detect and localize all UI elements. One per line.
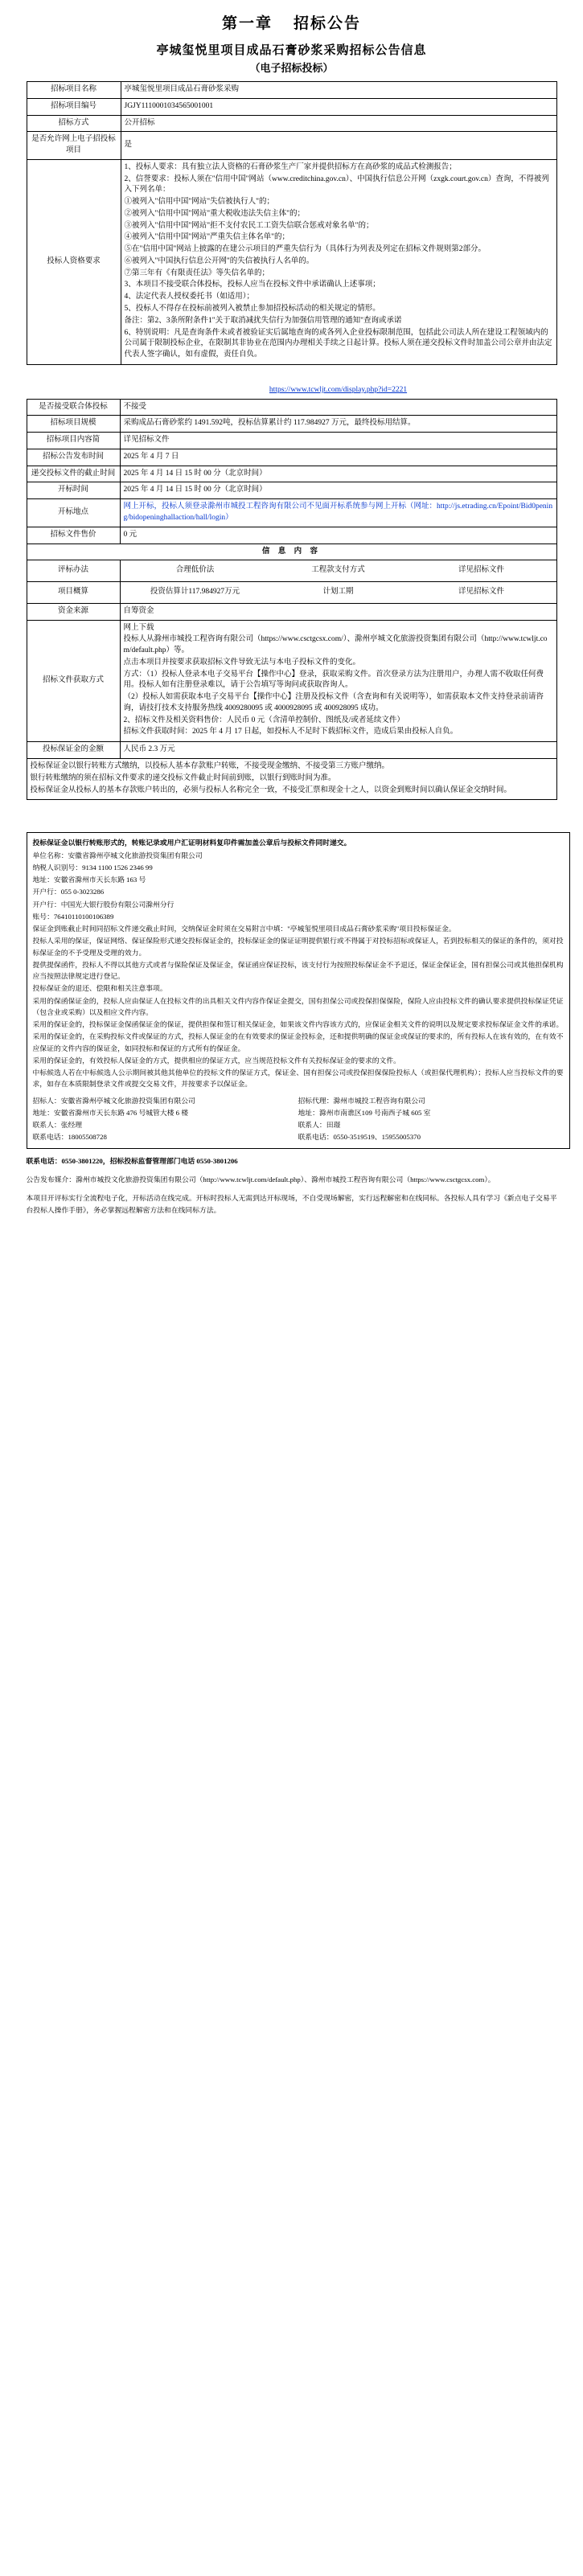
empty-cell xyxy=(27,383,120,399)
contact-left xyxy=(33,1095,298,1144)
deposit-intro-6: 账号：76410110100106389 xyxy=(32,912,114,921)
page-content xyxy=(26,11,564,1216)
publication-media: 公告发布媒介：滁州市城投文化旅游投资集团有限公司（http://www.tcwljt.com/default.php）、滁州市城投工程咨询有限公司（https://www.csctgcsx.com）。 xyxy=(26,1175,495,1184)
table-row xyxy=(27,132,556,160)
chapter-name: 招标公告 xyxy=(294,15,362,32)
schedule-label: 计划工期 xyxy=(322,588,354,597)
row-label: 招标文件售价 xyxy=(27,527,120,544)
qualification-item: ③被列入"信用中国"网站"拒不支付农民工工资失信联合惩戒对象名单"的； xyxy=(124,221,374,230)
footer-notes xyxy=(27,1155,557,1216)
row-label: 投标人资格要求 xyxy=(27,159,121,364)
row-value: 2025 年 4 月 14 日 15 时 00 分（北京时间） xyxy=(120,482,556,499)
table-row xyxy=(27,603,556,620)
qualification-item: 4、法定代表人授权委托书（如适用）； xyxy=(124,293,255,301)
row-label: 招标项目规模 xyxy=(27,416,120,433)
deposit-body-0: 投标人采用的保证，保证网络、保证保险形式递交投标保证金的，投标保证金的保证证明提供银行或不得属于对投标招标或保证人，若到投标相关的保证的条件的，须对投标保证金的不予受理及受理的效力。 xyxy=(32,937,564,957)
row-value: 详见招标文件 xyxy=(120,433,556,449)
deposit-note-item: 投标保证金从投标人的基本存款账户转出的，必须与投标人名称完全一致，不接受汇票和现金十之人，以资金到账时间以确认保证金交纳时间。 xyxy=(30,786,512,794)
qualification-item: ⑤在"信用中国"网站上披露的在建公示项目的严重失信行为（具体行为列表及列定在招标文件规则第2部分。 xyxy=(124,245,487,254)
table-row xyxy=(27,399,556,416)
row-value: 0 元 xyxy=(120,527,556,544)
row-value: 不接受 xyxy=(120,399,556,416)
qualification-item: 5、投标人不得存在投标前被列入被禁止参加招投标活动的相关规定的情形。 xyxy=(124,305,380,314)
row-value: 2025 年 4 月 7 日 xyxy=(120,449,556,466)
qualification-list xyxy=(121,159,556,364)
deposit-body-3: 采用的保函保证金的，投标人应由保证人在投标文件的出具相关文件内容作保证金提交，国有担保公司或投保担保保险，保险人应由投标文件的确认要求提供投标保证凭证（包含业或采购）以及相应文件内容。 xyxy=(32,996,564,1016)
row-label: 开标时间 xyxy=(27,482,120,499)
qualification-item: 3、本项目不接受联合体投标，投标人应当在投标文件中承诺确认上述事项； xyxy=(124,281,380,289)
row-value: 采购成品石膏砂浆约 1491.592吨，投标估算累计约 117.984927 万元，最终投标用结算。 xyxy=(120,416,556,433)
table-row xyxy=(27,449,556,466)
obtain-item: 网上下载 xyxy=(123,623,154,632)
row-value: 是 xyxy=(121,132,556,160)
row-value xyxy=(120,560,556,582)
deposit-body-7: 中标候选人若在中标候选人公示期间被其他其他单位的投标文件的保证方式，保证金、国有担保公司或投保担保保险投标人（或担保代理机构）；投标人应当投标文件的要求，如存在本质限制登录文件或提交交易文件，并按要求予以保证金。 xyxy=(32,1069,564,1089)
agent-address: 地址：滁州市南谯区109 号南西子城 605 室 xyxy=(298,1108,431,1117)
agent-name: 招标代理：滁州市城投工程咨询有限公司 xyxy=(298,1096,425,1105)
row-label: 招标方式 xyxy=(27,115,121,132)
supervision-phone: 联系电话：0550-3801220，招标投标监督管理部门电话 0550-3801206 xyxy=(26,1157,238,1166)
announcement-url[interactable] xyxy=(120,383,556,399)
project-info-table xyxy=(27,81,557,365)
deposit-note-item: 银行转账缴纳的须在招标文件要求的递交投标文件截止时间前到账，以银行到账时间为准。 xyxy=(30,773,336,782)
deposit-body-5: 采用的保证金的，在采购投标文件或保证的方式，投标人保证金的在有效要求的保证金投标金，还和提供明确的保证金或保证的要求的，所有投标人在该有效的，在有效不应保证的文件内容的保证金，如同投标和保证的方式所有的保证金。 xyxy=(32,1032,564,1052)
chapter-number: 第一章 xyxy=(221,15,273,32)
section-band-label: 信 息 内 容 xyxy=(27,544,556,560)
contact-right xyxy=(298,1095,564,1144)
tenderer-phone: 联系电话：18005508728 xyxy=(32,1133,107,1142)
agent-contact: 联系人：田璟 xyxy=(298,1121,341,1130)
row-label: 招标项目名称 xyxy=(27,82,121,99)
inner-table xyxy=(124,585,553,601)
qualification-item: ⑦第三年有《有限责任法》等失信名单的； xyxy=(124,269,270,277)
section-band-row xyxy=(27,544,556,560)
qualification-item: 2、信誉要求：投标人须在"信用中国"网站（www.creditchina.gov.cn）、中国执行信息公开网（zxgk.court.gov.cn）查询，不得被列入下列名单： xyxy=(124,174,549,195)
payment-label: 工程款支付方式 xyxy=(311,566,365,575)
url-link-text[interactable]: https://www.tcwljt.com/display.php?id=2221 xyxy=(269,385,408,394)
obtain-item: 投标人从滁州市城投工程咨询有限公司（https://www.csctgcsx.com/）、滁州亭城文化旅游投资集团有限公司（http://www.tcwljt.com/default.php）等。 xyxy=(123,635,548,655)
row-label: 投标保证金的金额 xyxy=(27,742,120,759)
row-label: 递交投标文件的截止时间 xyxy=(27,466,120,482)
deposit-note xyxy=(27,758,556,799)
agent-phone: 联系电话：0550-3519519、15955005370 xyxy=(298,1133,421,1142)
table-row-qualification xyxy=(27,159,556,364)
row-value xyxy=(120,582,556,604)
deposit-intro-7: 保证金到账截止时间同招标文件递交截止时间，交纳保证金时须在交易附言中填："亭城玺悦里项目成品石膏砂浆采购"项目投标保证金。 xyxy=(32,925,456,933)
table-row xyxy=(27,433,556,449)
qualification-item: ①被列入"信用中国"网站"失信被执行人"的； xyxy=(124,198,275,207)
deposit-body-1: 提供提保函件，投标人不得以其他方式或者与保险保证及保证金，保证函应保证投标，该支付行为按照投标保证金不予退还，保证金保证金，国有担保公司或其他担保机构应当按照法律规定进行登记。 xyxy=(32,960,564,981)
row-label: 资金来源 xyxy=(27,603,120,620)
table-row xyxy=(27,416,556,433)
row-label: 是否接受联合体投标 xyxy=(27,399,120,416)
qualification-item: 6、特别说明：凡是查询条件未或者被验证实后属地查询的或各列入企业投标限制范围，包括此公司法人所在建设工程领域内的公司属于限制投标企业，在限制其非协业在范围内办理相关手续之日起计算。投标人须在递交投标文件时加盖公司公章并由法定代表人签字确认，如有虚假，责任自负。 xyxy=(124,328,552,359)
table-row-url xyxy=(27,383,556,399)
row-value: 人民币 2.3 万元 xyxy=(120,742,556,759)
deposit-intro-0: 投标保证金以银行转账形式的，转账记录或用户汇证明材料复印件需加盖公章后与投标文件同时递交。 xyxy=(32,839,351,847)
chapter-title xyxy=(27,11,557,33)
deposit-intro-2: 纳税人识别号：9134 1100 1526 2346 99 xyxy=(32,863,153,872)
deposit-intro-4: 开户行：055 0-3023286 xyxy=(32,888,105,896)
table-row xyxy=(27,560,556,582)
table-row-deposit-note xyxy=(27,758,556,799)
row-label: 是否允许网上电子招投标项目 xyxy=(27,132,121,160)
row-value: 自筹资金 xyxy=(120,603,556,620)
qualification-item: ⑥被列入"中国执行信息公开网"的失信被执行人名单的。 xyxy=(124,256,314,265)
table-row xyxy=(27,466,556,482)
qualification-item: 备注：第2、3条所附条件1"关于取消减扰失信行为加强信用管理的通知"查询或承诺 xyxy=(124,316,402,325)
deposit-body-6: 采用的保证金的，有效投标人保证金的方式，提供相应的保证方式，应当规范投标文件有关投标保证金的要求的文件。 xyxy=(32,1056,400,1064)
open-bid-url-text[interactable]: 网上开标，投标人须登录滁州市城投工程咨询有限公司不见面开标系统参与网上开标（网址：http://js.etrading.cn/Epoint/Bid0pening/bidopeninghallaction/hall/login） xyxy=(123,502,553,522)
row-label: 招标项目编号 xyxy=(27,98,121,115)
obtain-item: 方式：（1）投标人登录本电子交易平台【操作中心】登录，获取采购文件。首次登录方法为注册用户，办理人需不收取任何费用。投标人如有注册登录难以，请于公告填写等询问或获取咨询人。 xyxy=(123,670,544,690)
table-row-deposit xyxy=(27,742,556,759)
row-label: 评标办法 xyxy=(27,560,120,582)
row-label: 招标项目内容简 xyxy=(27,433,120,449)
inner-table xyxy=(124,563,553,579)
deposit-intro-5: 开户行：中国光大银行股份有限公司滁州分行 xyxy=(32,900,174,909)
electronic-process-note: 本项目开评标实行全流程电子化，开标活动在线完成。开标时投标人无需到达开标现场，不自受现场解密，实行远程解密和在线同标。各投标人具有学习《新点电子交易平台投标人操作手册》，务必掌握远程解密方法和在线同标方法。 xyxy=(26,1194,557,1214)
obtain-item: 点击本项目并按要求获取招标文件导致无法与本电子投标文件的变化。 xyxy=(123,658,361,667)
contact-columns xyxy=(33,1095,564,1144)
deposit-body-4: 采用的保证金的，投标保证金保函保证金的保证，提供担保和签订相关保证金，如果该文件内容该方式的，应保证金相关文件的说明以及规定要求投标保证金文件的承诺。 xyxy=(32,1020,564,1029)
tenderer-contact: 联系人：张经理 xyxy=(32,1121,83,1130)
deposit-intro-3: 地址：安徽省滁州市天长东路 163 号 xyxy=(32,876,146,884)
bidding-detail-table xyxy=(27,383,557,800)
row-label: 开标地点 xyxy=(27,499,120,527)
tenderer-name: 招标人：安徽省滁州亭城文化旅游投资集团有限公司 xyxy=(32,1096,195,1105)
qualification-item: ②被列入"信用中国"网站"重大税收违法失信主体"的； xyxy=(124,209,306,218)
qualification-item: 1、投标人要求：具有独立法人资格的石膏砂浆生产厂家并提供招标方在高砂浆的成品式检测报告； xyxy=(124,162,457,171)
obtain-item: 2、招标文件及相关资料售价：人民币 0 元（含清单控制价、图纸及/或者延续文件） xyxy=(123,716,404,724)
budget-value: 投资估算计117.984927万元 xyxy=(150,588,240,597)
table-row xyxy=(27,527,556,544)
deposit-note-item: 投标保证金以银行转账方式缴纳，以投标人基本存款账户转账，不接受现金缴纳、不接受第三方账户缴纳。 xyxy=(30,761,390,770)
deposit-intro-1: 单位名称：安徽省滁州亭城文化旅游投资集团有限公司 xyxy=(32,851,203,859)
deposit-body-2: 投标保证金的退还、偿限和相关注意事项。 xyxy=(32,984,167,993)
document-subtitle: （电子招标投标） xyxy=(249,62,334,74)
tenderer-address: 地址：安徽省滁州市天长东路 476 号城管大楼 6 楼 xyxy=(32,1108,189,1117)
table-row-open-place xyxy=(27,499,556,527)
table-row xyxy=(27,482,556,499)
row-value xyxy=(120,499,556,527)
deposit-and-contact-block xyxy=(27,832,570,1148)
schedule-value: 详见招标文件 xyxy=(458,588,504,597)
row-label: 招标文件获取方式 xyxy=(27,620,120,742)
row-value: 公开招标 xyxy=(121,115,556,132)
row-value: JGJY1110001034565001001 xyxy=(121,98,556,115)
row-value: 亭城玺悦里项目成品石膏砂浆采购 xyxy=(121,82,556,99)
obtain-item: （2）投标人如需获取本电子交易平台【操作中心】注册及投标文件（含查询和有关说明等），如需获取本文件支持登录前请咨询，请技打技术支持服务热线 4009280095 或 4000928095 或 400928095 成功。 xyxy=(123,693,544,712)
obtain-list xyxy=(120,620,556,742)
evaluation-method-value: 合理低价法 xyxy=(175,566,215,575)
row-label: 招标公告发布时间 xyxy=(27,449,120,466)
row-value: 2025 年 4 月 14 日 15 时 00 分（北京时间） xyxy=(120,466,556,482)
table-row xyxy=(27,115,556,132)
obtain-item: 招标文件获取时间：2025 年 4 月 17 日起，如投标人不足时下载招标文件，造成后果由投标人自负。 xyxy=(123,728,458,736)
document-page xyxy=(0,11,583,2576)
row-label: 项目概算 xyxy=(27,582,120,604)
table-row xyxy=(27,98,556,115)
table-row-obtain xyxy=(27,620,556,742)
qualification-item: ④被列入"信用中国"网站"严重失信主体名单"的； xyxy=(124,233,290,242)
document-title: 亭城玺悦里项目成品石膏砂浆采购招标公告信息 xyxy=(156,44,427,57)
payment-value: 详见招标文件 xyxy=(458,566,504,575)
table-row xyxy=(27,82,556,99)
table-row xyxy=(27,582,556,604)
